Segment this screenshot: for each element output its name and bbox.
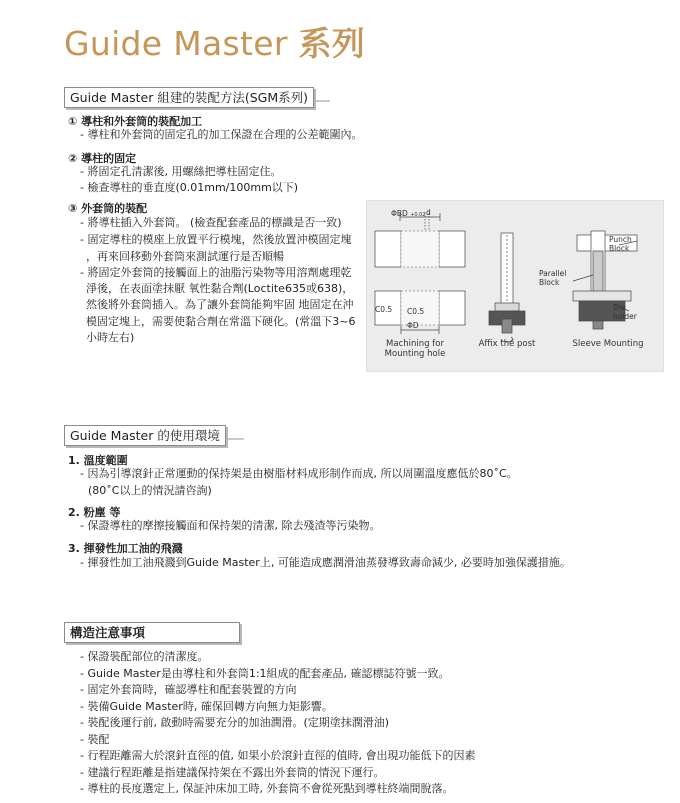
- env-heading: 1. 溫度範圍: [68, 454, 128, 467]
- step-text: - 固定導柱的模座上放置平行模塊，然後放置沖模固定塊: [80, 233, 352, 246]
- step-heading: ① 導柱和外套筒的裝配加工: [68, 115, 203, 128]
- caution-item: - 建議行程距離是指建議保持架在不露出外套筒的情況下運行。: [80, 766, 385, 779]
- caution-item: - Guide Master是由導柱和外套筒1:1組成的配套產品, 確認標誌符號一致。: [80, 667, 450, 680]
- env-heading: 2. 粉塵 等: [68, 506, 121, 519]
- step-text: - 將導柱插入外套筒。 (檢查配套產品的標識是否一致): [80, 216, 342, 229]
- page-title-cjk: 系列: [298, 24, 366, 63]
- step-text: - 將固定外套筒的接觸面上的油脂污染物等用溶劑處理乾: [80, 266, 352, 279]
- caution-item: - 固定外套筒時，確認導柱和配套裝置的方向: [80, 683, 297, 696]
- caution-item: - 行程距離需大於滾針直徑的值, 如果小於滾針直徑的值時, 會出現功能低下的因素: [80, 749, 476, 762]
- step-heading: ② 導柱的固定: [68, 152, 137, 165]
- step-text: 淨後，在表面塗抹厭 氧性黏合劑(Loctite635或638)，: [86, 282, 354, 295]
- post-drawing: [489, 233, 525, 342]
- punch-block-label: Punch Block: [609, 235, 632, 253]
- chamfer-label-left: C0.5: [375, 305, 393, 314]
- die-holder-label: Die holder: [613, 303, 637, 321]
- step-text: - 檢查導柱的垂直度(0.01mm/100mm以下): [80, 181, 299, 194]
- assembly-diagram: [366, 200, 664, 372]
- phi-d-label: ΦD: [407, 321, 419, 330]
- bore-diameter-label: ΦBD +0.02: [391, 209, 426, 218]
- caution-item: - 裝備Guide Master時, 確保回轉方向無力矩影響。: [80, 700, 333, 713]
- step-text: 模固定塊上，需要使黏合劑在常溫下硬化。(常溫下3~6: [86, 315, 356, 328]
- step-text: ，再來回移動外套筒來測試運行是否順暢: [86, 250, 284, 263]
- env-text: - 因為引導滾針正常運動的保持架是由樹脂材料成形制作而成, 所以周圍溫度應低於80˚C。: [80, 467, 518, 480]
- step-text: 然後將外套筒插入。為了讓外套筒能夠牢固 地固定在沖: [86, 298, 354, 311]
- section-title-cautions: 構造注意事項: [64, 622, 240, 643]
- page-title: Guide Master 系列: [64, 24, 366, 63]
- env-text: (80˚C以上的情況請咨詢): [88, 484, 212, 497]
- step-heading: ③ 外套筒的裝配: [68, 202, 148, 215]
- caution-item: - 裝配: [80, 733, 110, 746]
- step-text: - 導柱和外套筒的固定孔的加工保證在合理的公差範圍內。: [80, 128, 363, 141]
- step-text: 小時左右): [86, 331, 135, 344]
- caption-sleeve: Sleeve Mounting: [572, 339, 644, 349]
- d-label: d: [426, 208, 431, 217]
- section-title-assembly: Guide Master 組建的裝配方法(SGM系列): [64, 87, 314, 108]
- section-title-environment: Guide Master 的使用環境: [64, 425, 226, 446]
- caution-item: - 裝配後運行前, 啟動時需要充分的加油潤滑。(定期塗抹潤滑油): [80, 716, 390, 729]
- parallel-block-label: Parallel Block: [539, 269, 567, 287]
- chamfer-label-right: C0.5: [407, 307, 425, 316]
- caption-affix: Affix the post: [478, 339, 536, 349]
- env-text: - 保證導柱的摩擦接觸面和保持架的清潔, 除去殘渣等污染物。: [80, 519, 381, 532]
- env-heading: 3. 揮發性加工油的飛濺: [68, 542, 183, 555]
- caution-item: - 導柱的長度選定上, 保証沖床加工時, 外套筒不會從死點到導柱終端間脫落。: [80, 782, 454, 795]
- caution-item: - 保證裝配部位的清潔度。: [80, 650, 209, 663]
- caption-machining: Machining for Mounting hole: [384, 339, 446, 359]
- step-text: - 將固定孔清潔後, 用螺絲把導柱固定住。: [80, 165, 282, 178]
- env-text: - 揮發性加工油飛濺到Guide Master上, 可能造成應潤滑油蒸發導致壽命減少, 必要時加強保護措施。: [80, 556, 571, 569]
